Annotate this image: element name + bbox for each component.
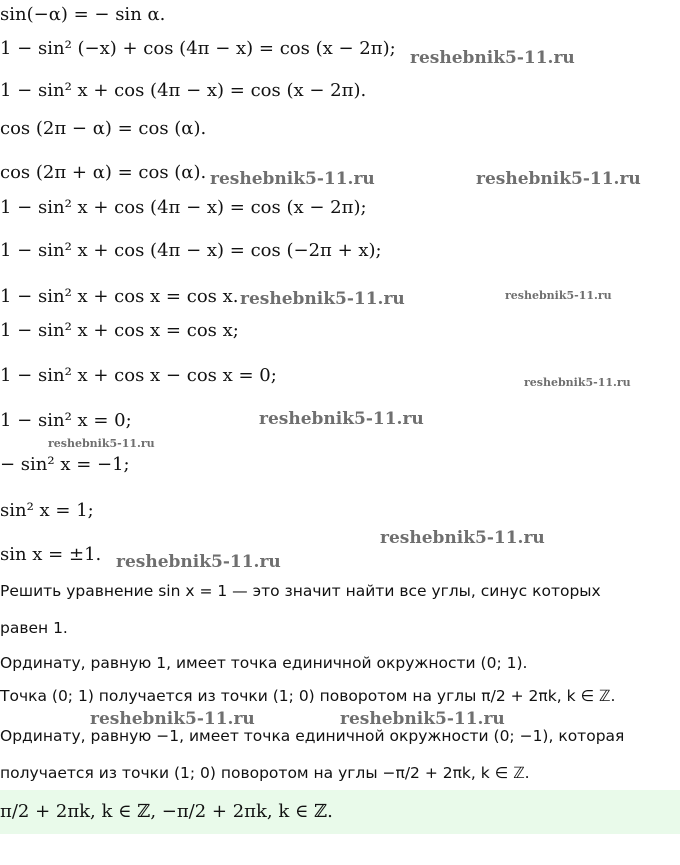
watermark: reshebnik5-11.ru — [48, 437, 155, 450]
watermark: reshebnik5-11.ru — [240, 289, 405, 309]
formula-line-12: − sin² x = −1; — [0, 454, 130, 475]
text-line-5: Ординату, равную −1, имеет точка единичной окружности (0; −1), которая — [0, 727, 625, 745]
formula-line-6: 1 − sin² x + cos (4π − x) = cos (x − 2π); — [0, 197, 367, 218]
answer-line: π/2 + 2πk, k ∈ ℤ, −π/2 + 2πk, k ∈ ℤ. — [0, 801, 333, 822]
watermark: reshebnik5-11.ru — [505, 289, 612, 302]
formula-line-8: 1 − sin² x + cos x = cos x. — [0, 286, 239, 307]
formula-line-5: cos (2π + α) = cos (α). — [0, 162, 207, 183]
formula-line-9: 1 − sin² x + cos x = cos x; — [0, 320, 239, 341]
formula-line-1: sin(−α) = − sin α. — [0, 4, 166, 25]
watermark: reshebnik5-11.ru — [116, 552, 281, 572]
watermark: reshebnik5-11.ru — [380, 528, 545, 548]
watermark: reshebnik5-11.ru — [90, 709, 255, 729]
watermark: reshebnik5-11.ru — [410, 48, 575, 68]
text-line-3: Ординату, равную 1, имеет точка единичной окружности (0; 1). — [0, 654, 528, 672]
formula-line-10: 1 − sin² x + cos x − cos x = 0; — [0, 365, 277, 386]
formula-line-2: 1 − sin² (−x) + cos (4π − x) = cos (x − 2π); — [0, 38, 396, 59]
formula-line-14: sin x = ±1. — [0, 544, 102, 565]
formula-line-7: 1 − sin² x + cos (4π − x) = cos (−2π + x); — [0, 240, 382, 261]
text-line-2: равен 1. — [0, 619, 68, 637]
formula-line-11: 1 − sin² x = 0; — [0, 410, 132, 431]
text-line-4: Точка (0; 1) получается из точки (1; 0) поворотом на углы π/2 + 2πk, k ∈ ℤ. — [0, 687, 616, 705]
watermark: reshebnik5-11.ru — [524, 376, 631, 389]
formula-line-4: cos (2π − α) = cos (α). — [0, 118, 207, 139]
text-line-1: Решить уравнение sin x = 1 — это значит найти все углы, синус которых — [0, 582, 601, 600]
watermark: reshebnik5-11.ru — [259, 409, 424, 429]
watermark: reshebnik5-11.ru — [210, 169, 375, 189]
watermark: reshebnik5-11.ru — [476, 169, 641, 189]
formula-line-3: 1 − sin² x + cos (4π − x) = cos (x − 2π). — [0, 80, 367, 101]
watermark: reshebnik5-11.ru — [340, 709, 505, 729]
text-line-6: получается из точки (1; 0) поворотом на углы −π/2 + 2πk, k ∈ ℤ. — [0, 764, 530, 782]
formula-line-13: sin² x = 1; — [0, 500, 94, 521]
